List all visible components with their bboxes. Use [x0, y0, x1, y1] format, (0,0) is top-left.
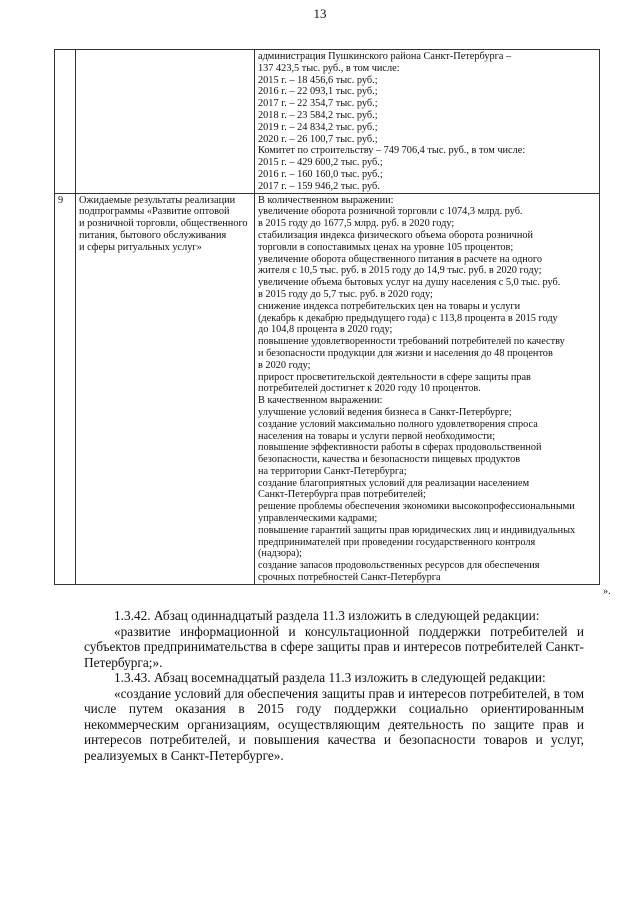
cell-text-line: и безопасности продукции для жизни и населения до 48 процентов: [258, 347, 553, 359]
paragraph: «создание условий для обеспечения защиты прав и интересов потребителей, в том числе путем оказания в 2015 году поддержки социально ориентированным некоммерческим организациям, осуществляющим деятельность по защите прав и интересов потребителей, и повышения качества и безопасности товаров и услуг, реализуемых в Санкт-Петербурге».: [84, 685, 584, 763]
row-content-cell: [255, 50, 600, 194]
cell-text-line: до 104,8 процента в 2020 году;: [258, 324, 393, 336]
cell-text-line: 2015 г. – 18 456,6 тыс. руб.;: [258, 74, 378, 86]
cell-text-line: в 2020 году;: [258, 359, 311, 371]
row-content-cell: [255, 193, 600, 584]
cell-text-line: 137 423,5 тыс. руб., в том числе:: [258, 62, 400, 74]
cell-text-line: 2016 г. – 22 093,1 тыс. руб.;: [258, 86, 378, 98]
cell-text-line: 2020 г. – 26 100,7 тыс. руб.;: [258, 133, 378, 145]
cell-text-line: 2019 г. – 24 834,2 тыс. руб.;: [258, 121, 378, 133]
cell-text-line: повышение удовлетворенности требований потребителей по качеству: [258, 336, 565, 348]
cell-text-line: Комитет по строительству – 749 706,4 тыс. руб., в том числе:: [258, 145, 526, 157]
cell-text-line: Ожидаемые результаты реализации: [79, 194, 236, 206]
amendment-text: [84, 608, 584, 763]
row-label-cell: [76, 50, 255, 194]
cell-text-line: создание благоприятных условий для реализации населением: [258, 477, 530, 489]
table-row-continued: [55, 50, 600, 194]
cell-text-line: и розничной торговли, общественного: [79, 218, 248, 230]
cell-text-line: подпрограммы «Развитие оптовой: [79, 206, 230, 218]
cell-text-line: 2017 г. – 159 946,2 тыс. руб.: [258, 180, 380, 192]
program-table: [54, 49, 600, 585]
cell-text-line: (декабрь к декабрю предыдущего года) с 113,8 процента в 2015 году: [258, 312, 558, 324]
paragraph: 1.3.42. Абзац одиннадцатый раздела 11.3 изложить в следующей редакции:: [114, 608, 540, 623]
cell-text-line: потребителей достигнет к 2020 году 10 процентов.: [258, 383, 481, 395]
cell-text-line: 2018 г. – 23 584,2 тыс. руб.;: [258, 109, 378, 121]
cell-text-line: в 2015 году до 1677,5 млрд. руб. в 2020 году;: [258, 218, 455, 230]
cell-text-line: населения на товары и услуги первой необходимости;: [258, 430, 495, 442]
row-number-cell: 9: [55, 193, 76, 584]
cell-text-line: решение проблемы обеспечения экономики высокопрофессиональными: [258, 501, 575, 513]
cell-text-line: создание запасов продовольственных ресурсов для обеспечения: [258, 560, 540, 572]
cell-text-line: в 2015 году до 5,7 тыс. руб. в 2020 году;: [258, 288, 433, 300]
table-row-9: [55, 193, 600, 584]
cell-text-line: жителя с 10,5 тыс. руб. в 2015 году до 14,9 тыс. руб. в 2020 году;: [258, 265, 542, 277]
paragraph: 1.3.43. Абзац восемнадцатый раздела 11.3 изложить в следующей редакции:: [114, 670, 546, 685]
cell-text-line: В количественном выражении:: [258, 194, 394, 206]
row-label-cell: [76, 193, 255, 584]
cell-text-line: торговли в сопоставимых ценах на уровне 105 процентов;: [258, 241, 514, 253]
cell-text-line: стабилизация индекса физического объема оборота розничной: [258, 229, 534, 241]
cell-text-line: безопасности, качества и безопасности пищевых продуктов: [258, 454, 521, 466]
cell-text-line: администрация Пушкинского района Санкт-Петербурга –: [258, 51, 512, 62]
closing-quote-mark: ».: [603, 586, 611, 597]
cell-text-line: 2017 г. – 22 354,7 тыс. руб.;: [258, 98, 378, 110]
cell-text-line: на территории Санкт-Петербурга;: [258, 465, 407, 477]
cell-text-line: снижение индекса потребительских цен на товары и услуги: [258, 300, 521, 312]
paragraph: «развитие информационной и консультационной поддержки потребителей и субъектов предпринимательства в сфере защиты прав и интересов потребителей Санкт-Петербурга;».: [84, 623, 584, 670]
cell-text-line: и сферы ритуальных услуг»: [79, 241, 202, 253]
cell-text-line: 2015 г. – 429 600,2 тыс. руб.;: [258, 157, 383, 169]
cell-text-line: питания, бытового обслуживания: [79, 229, 227, 241]
cell-text-line: повышение гарантий защиты прав юридических лиц и индивидуальных: [258, 524, 576, 536]
cell-text-line: улучшение условий ведения бизнеса в Санкт-Петербурге;: [258, 406, 512, 418]
cell-text-line: В качественном выражении:: [258, 395, 383, 407]
cell-text-line: 2016 г. – 160 160,0 тыс. руб.;: [258, 168, 383, 180]
cell-text-line: создание условий максимально полного удовлетворения спроса: [258, 418, 538, 430]
cell-text-line: срочных потребностей Санкт-Петербурга: [258, 572, 441, 584]
cell-text-line: (надзора);: [258, 548, 303, 560]
cell-text-line: увеличение объема бытовых услуг на душу населения с 5,0 тыс. руб.: [258, 277, 561, 289]
cell-text-line: прирост просветительской деятельности в сфере защиты прав: [258, 371, 531, 383]
cell-text-line: увеличение оборота общественного питания в расчете на одного: [258, 253, 542, 265]
row-number-cell: [55, 50, 76, 194]
cell-text-line: увеличение оборота розничной торговли с 1074,3 млрд. руб.: [258, 206, 523, 218]
cell-text-line: управленческими кадрами;: [258, 513, 378, 525]
cell-text-line: повышение эффективности работы в сферах продовольственной: [258, 442, 542, 454]
page-number: 13: [313, 6, 327, 21]
cell-text-line: предпринимателей при проведении государственного контроля: [258, 536, 536, 548]
cell-text-line: Санкт-Петербурга прав потребителей;: [258, 489, 426, 501]
